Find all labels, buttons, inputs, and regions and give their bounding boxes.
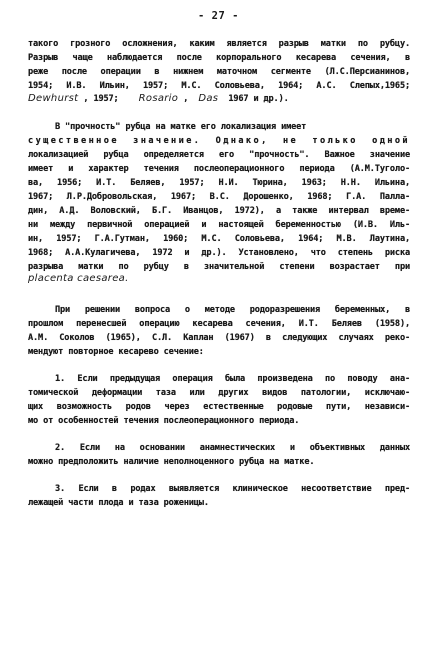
list-item-line: можно предположить наличие неполноценного рубца на матке.: [28, 457, 315, 467]
handwritten-author: Das: [198, 93, 219, 104]
list-item-line: мо от особенностей течения послеоперационного периода.: [28, 416, 300, 426]
handwritten-term: placenta caesarea.: [28, 273, 129, 284]
text-line: 1967; Л.Р.Добровольская, 1967; В.С. Дорошенко, 1968; Г.А. Палла-: [28, 192, 410, 202]
text-line: 1954; И.В. Ильин, 1957; М.С. Соловьева, 1964; А.С. Слепых,1965;: [28, 81, 410, 91]
reference-tail: 1967 и др.).: [228, 94, 289, 104]
list-item-line: 2. Если на основании анамнестических и объективных данных: [55, 443, 410, 453]
reference-separator: ,: [183, 94, 189, 104]
text-line: ва, 1956; И.Т. Беляев, 1957; Н.И. Тюрина, 1963; Н.Н. Ильина,: [28, 178, 410, 188]
text-line: локализацией рубца определяется его "прочность". Важное значение: [28, 150, 410, 160]
text-line: дин, А.Д. Воловский, Б.Г. Иванцов, 1972), а также интервал време-: [28, 206, 410, 216]
list-item-line: щих возможность родов через естественные родовые пути, независи-: [28, 402, 410, 412]
text-line: такого грозного осложнения, каким является разрыв матки по рубцу.: [28, 39, 410, 49]
text-line: В "прочность" рубца на матке его локализация имеет: [55, 122, 307, 132]
text-line: реже после операции в нижнем маточном сегменте (Л.С.Персианинов,: [28, 67, 410, 77]
page-number: - 27 -: [198, 10, 239, 22]
text-line: При решении вопроса о методе родоразрешения беременных, в: [55, 305, 410, 315]
text-line: ин, 1957; Г.А.Гутман, 1960; М.С. Соловьева, 1964; М.В. Лаутина,: [28, 234, 410, 244]
text-line: мендуют повторное кесарево сечение:: [28, 347, 204, 357]
text-line: прошлом перенесшей операцию кесарева сечения, И.Т. Беляев (1958),: [28, 319, 410, 329]
list-item-line: лежащей части плода и таза роженицы.: [28, 498, 209, 508]
text-line: А.М. Соколов (1965), С.Л. Каплан (1967) в следующих случаях реко-: [28, 333, 410, 343]
text-line-spaced: существенное значение. Однако, не только одной: [28, 136, 410, 146]
handwritten-author: Rosario: [138, 93, 179, 104]
list-item-line: томической деформации таза или других видов патологии, исключаю-: [28, 388, 410, 398]
reference-line-handwritten: [28, 93, 410, 105]
list-item-line: 1. Если предыдущая операция была произведена по поводу ана-: [55, 374, 410, 384]
text-line: ни между первичной операцией и настоящей беременностью (И.В. Иль-: [28, 220, 410, 230]
text-line: разрыва матки по рубцу в значительной степени возрастает при: [28, 262, 410, 272]
text-line: 1968; А.А.Кулагичева, 1972 и др.). Установлено, что степень риска: [28, 248, 410, 258]
list-item-line: 3. Если в родах выявляется клиническое несоответствие пред-: [55, 484, 410, 494]
text-line: имеет и характер течения послеоперационного периода (А.М.Туголо-: [28, 164, 410, 174]
handwritten-author: Dewhurst: [28, 93, 79, 104]
reference-separator: , 1957;: [83, 94, 119, 104]
text-line: Разрыв чаще наблюдается после корпорального кесарева сечения, в: [28, 53, 410, 63]
